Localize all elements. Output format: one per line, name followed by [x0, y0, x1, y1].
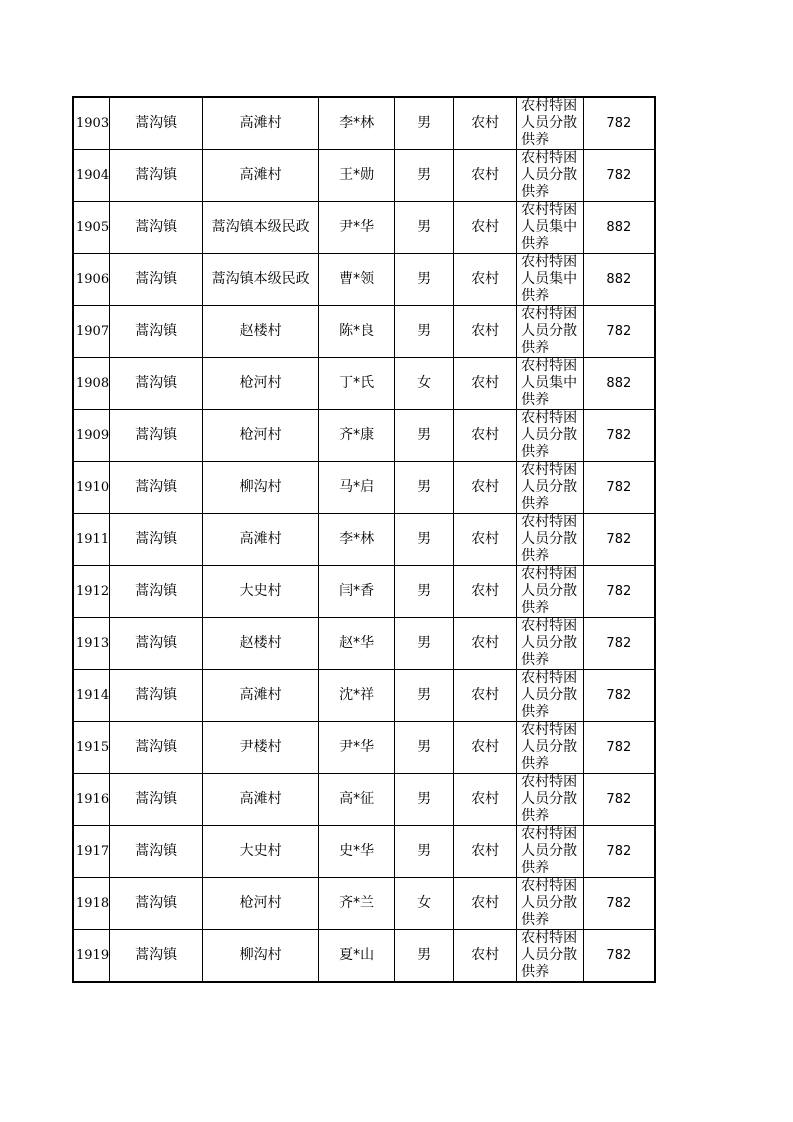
- cell-village: 枪河村: [203, 410, 319, 462]
- cell-serial-number: 1914: [73, 670, 110, 722]
- cell-person-name: 沈*祥: [319, 670, 395, 722]
- table-row: [73, 774, 655, 826]
- cell-serial-number: 1909: [73, 410, 110, 462]
- cell-amount: 782: [584, 306, 655, 358]
- cell-town: 蒿沟镇: [110, 774, 203, 826]
- cell-support-category: 农村特困人员集中供养: [517, 254, 584, 306]
- cell-area-type: 农村: [454, 670, 517, 722]
- cell-person-name: 王*勋: [319, 150, 395, 202]
- cell-town: 蒿沟镇: [110, 97, 203, 150]
- cell-gender: 男: [395, 462, 454, 514]
- cell-person-name: 史*华: [319, 826, 395, 878]
- cell-serial-number: 1905: [73, 202, 110, 254]
- cell-area-type: 农村: [454, 462, 517, 514]
- cell-area-type: 农村: [454, 358, 517, 410]
- cell-support-category: 农村特困人员分散供养: [517, 826, 584, 878]
- cell-area-type: 农村: [454, 514, 517, 566]
- cell-support-category: 农村特困人员分散供养: [517, 97, 584, 150]
- cell-gender: 男: [395, 618, 454, 670]
- cell-amount: 782: [584, 930, 655, 983]
- cell-area-type: 农村: [454, 306, 517, 358]
- cell-area-type: 农村: [454, 618, 517, 670]
- cell-amount: 782: [584, 878, 655, 930]
- cell-serial-number: 1919: [73, 930, 110, 983]
- cell-area-type: 农村: [454, 722, 517, 774]
- cell-area-type: 农村: [454, 930, 517, 983]
- cell-area-type: 农村: [454, 150, 517, 202]
- cell-person-name: 曹*领: [319, 254, 395, 306]
- table-row: [73, 462, 655, 514]
- table-row: [73, 826, 655, 878]
- cell-gender: 男: [395, 930, 454, 983]
- cell-person-name: 尹*华: [319, 722, 395, 774]
- cell-area-type: 农村: [454, 410, 517, 462]
- table-row: [73, 930, 655, 983]
- cell-amount: 882: [584, 358, 655, 410]
- cell-village: 赵楼村: [203, 618, 319, 670]
- cell-town: 蒿沟镇: [110, 878, 203, 930]
- table-row: [73, 150, 655, 202]
- table-body: [73, 97, 655, 982]
- table-row: [73, 722, 655, 774]
- cell-town: 蒿沟镇: [110, 930, 203, 983]
- cell-gender: 女: [395, 878, 454, 930]
- cell-amount: 782: [584, 774, 655, 826]
- cell-village: 蒿沟镇本级民政: [203, 202, 319, 254]
- table-row: [73, 358, 655, 410]
- cell-support-category: 农村特困人员分散供养: [517, 150, 584, 202]
- cell-person-name: 夏*山: [319, 930, 395, 983]
- cell-serial-number: 1906: [73, 254, 110, 306]
- cell-gender: 男: [395, 410, 454, 462]
- cell-serial-number: 1910: [73, 462, 110, 514]
- cell-town: 蒿沟镇: [110, 410, 203, 462]
- cell-village: 尹楼村: [203, 722, 319, 774]
- cell-support-category: 农村特困人员分散供养: [517, 722, 584, 774]
- cell-amount: 782: [584, 97, 655, 150]
- cell-gender: 男: [395, 566, 454, 618]
- cell-support-category: 农村特困人员分散供养: [517, 306, 584, 358]
- table-row: [73, 410, 655, 462]
- cell-serial-number: 1913: [73, 618, 110, 670]
- cell-area-type: 农村: [454, 254, 517, 306]
- cell-serial-number: 1915: [73, 722, 110, 774]
- cell-village: 大史村: [203, 826, 319, 878]
- cell-serial-number: 1911: [73, 514, 110, 566]
- cell-serial-number: 1912: [73, 566, 110, 618]
- cell-serial-number: 1918: [73, 878, 110, 930]
- cell-gender: 男: [395, 722, 454, 774]
- cell-person-name: 尹*华: [319, 202, 395, 254]
- cell-gender: 男: [395, 774, 454, 826]
- cell-amount: 782: [584, 150, 655, 202]
- cell-support-category: 农村特困人员分散供养: [517, 618, 584, 670]
- cell-support-category: 农村特困人员集中供养: [517, 202, 584, 254]
- cell-town: 蒿沟镇: [110, 722, 203, 774]
- cell-person-name: 丁*氏: [319, 358, 395, 410]
- cell-serial-number: 1907: [73, 306, 110, 358]
- table-row: [73, 306, 655, 358]
- table-row: [73, 878, 655, 930]
- table-row: [73, 670, 655, 722]
- cell-town: 蒿沟镇: [110, 254, 203, 306]
- cell-person-name: 李*林: [319, 514, 395, 566]
- cell-village: 高滩村: [203, 514, 319, 566]
- cell-support-category: 农村特困人员分散供养: [517, 514, 584, 566]
- table-row: [73, 97, 655, 150]
- cell-town: 蒿沟镇: [110, 462, 203, 514]
- cell-village: 高滩村: [203, 97, 319, 150]
- cell-amount: 782: [584, 566, 655, 618]
- cell-amount: 782: [584, 670, 655, 722]
- cell-village: 枪河村: [203, 358, 319, 410]
- cell-gender: 男: [395, 254, 454, 306]
- cell-gender: 女: [395, 358, 454, 410]
- cell-support-category: 农村特困人员分散供养: [517, 670, 584, 722]
- cell-village: 大史村: [203, 566, 319, 618]
- cell-person-name: 闫*香: [319, 566, 395, 618]
- cell-village: 赵楼村: [203, 306, 319, 358]
- cell-village: 高滩村: [203, 670, 319, 722]
- cell-gender: 男: [395, 670, 454, 722]
- cell-village: 蒿沟镇本级民政: [203, 254, 319, 306]
- cell-support-category: 农村特困人员分散供养: [517, 878, 584, 930]
- cell-amount: 882: [584, 254, 655, 306]
- table-row: [73, 514, 655, 566]
- cell-area-type: 农村: [454, 202, 517, 254]
- cell-amount: 782: [584, 514, 655, 566]
- cell-gender: 男: [395, 150, 454, 202]
- roster-table: [72, 96, 656, 983]
- cell-serial-number: 1916: [73, 774, 110, 826]
- cell-serial-number: 1903: [73, 97, 110, 150]
- cell-amount: 782: [584, 410, 655, 462]
- cell-town: 蒿沟镇: [110, 826, 203, 878]
- cell-serial-number: 1904: [73, 150, 110, 202]
- cell-village: 柳沟村: [203, 930, 319, 983]
- cell-gender: 男: [395, 826, 454, 878]
- cell-amount: 782: [584, 618, 655, 670]
- cell-town: 蒿沟镇: [110, 306, 203, 358]
- cell-person-name: 李*林: [319, 97, 395, 150]
- cell-town: 蒿沟镇: [110, 566, 203, 618]
- cell-support-category: 农村特困人员分散供养: [517, 462, 584, 514]
- table-row: [73, 202, 655, 254]
- cell-gender: 男: [395, 514, 454, 566]
- cell-town: 蒿沟镇: [110, 618, 203, 670]
- table-row: [73, 566, 655, 618]
- cell-gender: 男: [395, 202, 454, 254]
- cell-area-type: 农村: [454, 774, 517, 826]
- cell-person-name: 齐*兰: [319, 878, 395, 930]
- cell-support-category: 农村特困人员分散供养: [517, 410, 584, 462]
- cell-gender: 男: [395, 97, 454, 150]
- cell-person-name: 齐*康: [319, 410, 395, 462]
- cell-support-category: 农村特困人员分散供养: [517, 566, 584, 618]
- cell-person-name: 赵*华: [319, 618, 395, 670]
- cell-amount: 782: [584, 826, 655, 878]
- cell-town: 蒿沟镇: [110, 358, 203, 410]
- cell-person-name: 马*启: [319, 462, 395, 514]
- cell-support-category: 农村特困人员分散供养: [517, 774, 584, 826]
- cell-town: 蒿沟镇: [110, 150, 203, 202]
- cell-amount: 782: [584, 462, 655, 514]
- cell-village: 高滩村: [203, 774, 319, 826]
- cell-amount: 882: [584, 202, 655, 254]
- cell-town: 蒿沟镇: [110, 202, 203, 254]
- cell-village: 枪河村: [203, 878, 319, 930]
- cell-gender: 男: [395, 306, 454, 358]
- cell-support-category: 农村特困人员分散供养: [517, 930, 584, 983]
- cell-village: 高滩村: [203, 150, 319, 202]
- cell-area-type: 农村: [454, 566, 517, 618]
- table-row: [73, 618, 655, 670]
- cell-area-type: 农村: [454, 826, 517, 878]
- cell-town: 蒿沟镇: [110, 514, 203, 566]
- cell-support-category: 农村特困人员集中供养: [517, 358, 584, 410]
- cell-person-name: 陈*良: [319, 306, 395, 358]
- table-row: [73, 254, 655, 306]
- cell-amount: 782: [584, 722, 655, 774]
- cell-serial-number: 1917: [73, 826, 110, 878]
- cell-area-type: 农村: [454, 97, 517, 150]
- cell-serial-number: 1908: [73, 358, 110, 410]
- cell-area-type: 农村: [454, 878, 517, 930]
- cell-town: 蒿沟镇: [110, 670, 203, 722]
- cell-person-name: 高*征: [319, 774, 395, 826]
- cell-village: 柳沟村: [203, 462, 319, 514]
